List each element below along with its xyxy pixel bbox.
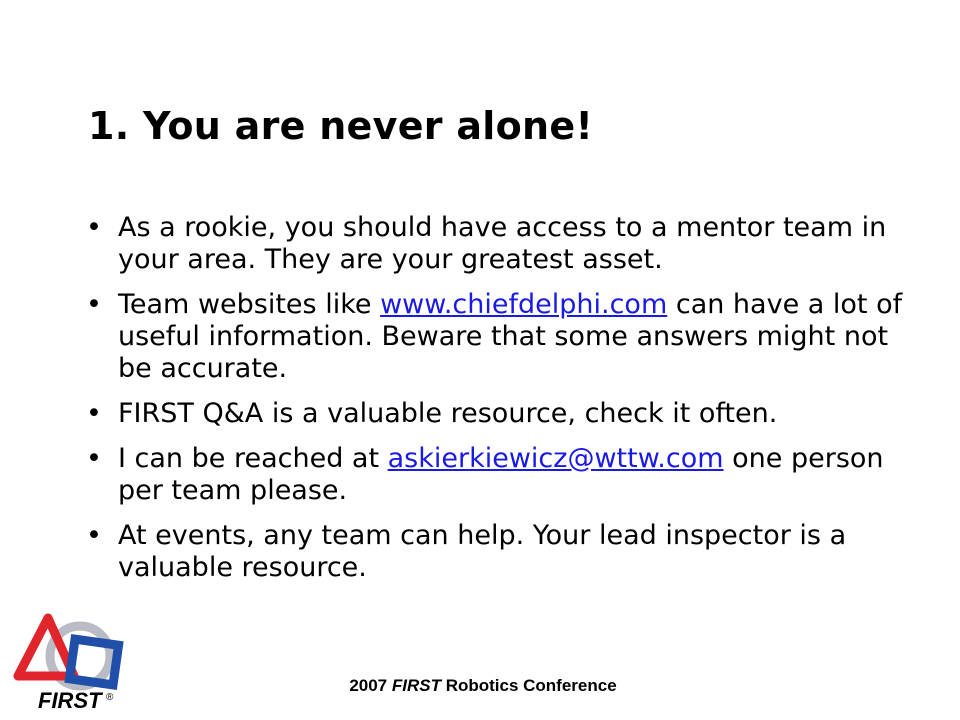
footer-rest: Robotics Conference [440, 676, 617, 695]
bullet-list [86, 212, 906, 597]
slide-title: 1. You are never alone! [88, 104, 594, 148]
bullet-dot: • [86, 520, 102, 551]
bullet-text-after: can have a lot of useful information. Beware that some answers might not be accurate. [118, 289, 903, 384]
footer-year: 2007 [349, 676, 392, 695]
first-logo-icon [10, 612, 134, 716]
email-link[interactable]: askierkiewicz@wttw.com [387, 443, 724, 474]
bullet-text-after: one person per team please. [118, 443, 884, 506]
bullet-item [86, 398, 906, 430]
bullet-dot: • [86, 212, 102, 243]
bullet-text: At events, any team can help. Your lead inspector is a valuable resource. [118, 520, 847, 583]
logo-registered-mark: ® [106, 692, 114, 703]
bullet-dot: • [86, 398, 102, 429]
chiefdelphi-link[interactable]: www.chiefdelphi.com [380, 289, 668, 320]
logo-wordmark: FIRST [38, 688, 102, 713]
bullet-text: FIRST Q&A is a valuable resource, check it often. [118, 398, 778, 429]
footer-first: FIRST [391, 676, 441, 695]
bullet-item [86, 520, 906, 584]
bullet-item [86, 443, 906, 507]
bullet-dot: • [86, 443, 102, 474]
bullet-item [86, 289, 906, 385]
first-logo [10, 612, 134, 716]
bullet-text-before: Team websites like [118, 289, 381, 320]
footer [0, 676, 960, 696]
bullet-text-before: I can be reached at [118, 443, 388, 474]
bullet-item [86, 212, 906, 276]
bullet-text: As a rookie, you should have access to a mentor team in your area. They are your greatest asset. [118, 212, 887, 275]
bullet-dot: • [86, 289, 102, 320]
